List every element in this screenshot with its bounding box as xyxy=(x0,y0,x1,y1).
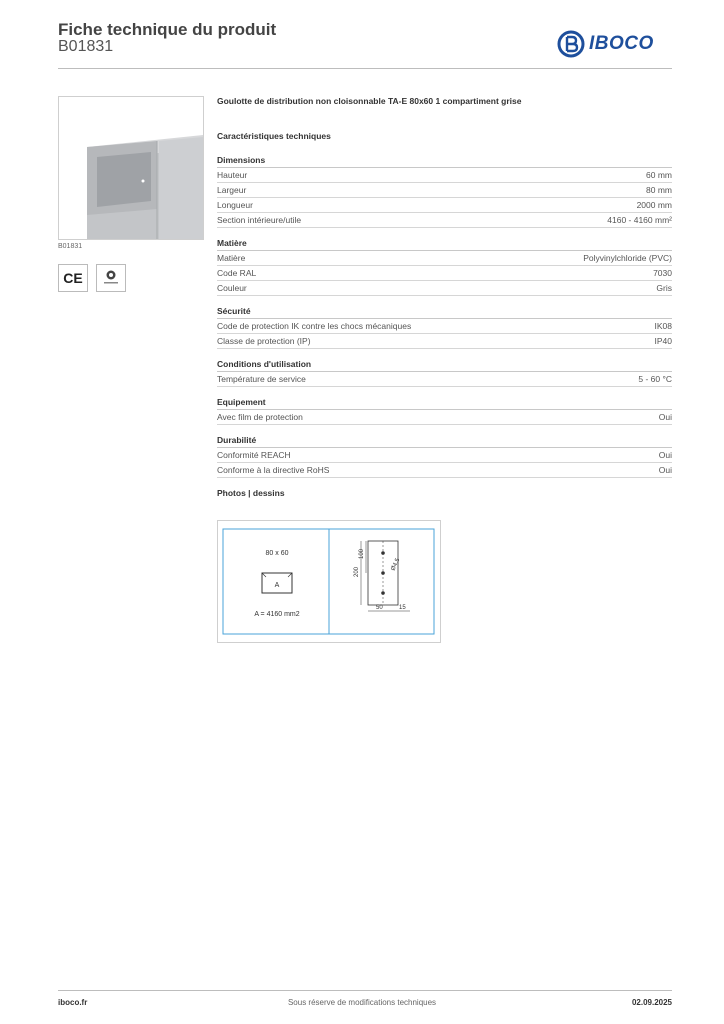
spec-label: Conformité REACH xyxy=(217,450,291,460)
halogen-free-icon xyxy=(96,264,126,292)
spec-value: 60 mm xyxy=(646,170,672,180)
spec-value: 2000 mm xyxy=(636,200,672,210)
spec-row xyxy=(217,266,672,281)
footer-notice: Sous réserve de modifications techniques xyxy=(287,998,437,1007)
section-title: Durabilité xyxy=(217,434,672,448)
logo-text: IBOCO xyxy=(589,33,654,54)
spec-value: 7030 xyxy=(653,268,672,278)
spec-row xyxy=(217,463,672,478)
spec-label: Largeur xyxy=(217,185,247,195)
spec-label: Couleur xyxy=(217,283,247,293)
spec-value: IK08 xyxy=(654,321,672,331)
spec-row xyxy=(217,198,672,213)
product-reference: B01831 xyxy=(58,38,114,55)
spec-label: Conforme à la directive RoHS xyxy=(217,465,330,475)
spec-row xyxy=(217,213,672,228)
section-title: Sécurité xyxy=(217,305,672,319)
spec-row xyxy=(217,372,672,387)
spec-label: Section intérieure/utile xyxy=(217,215,302,225)
iboco-logo xyxy=(557,28,675,60)
spec-label: Hauteur xyxy=(217,170,248,180)
spec-label: Avec film de protection xyxy=(217,412,303,422)
iboco-logo-mark-icon xyxy=(557,30,585,58)
ce-mark: CE xyxy=(58,264,88,292)
dimension-15: 15 xyxy=(399,605,406,611)
section-title: Matière xyxy=(217,237,672,251)
spec-row xyxy=(217,251,672,266)
spec-label: Code de protection IK contre les chocs mécaniques xyxy=(217,321,412,331)
spec-row xyxy=(217,448,672,463)
section-safety xyxy=(217,305,672,349)
spec-value: Oui xyxy=(658,465,672,475)
product-specifications xyxy=(217,96,672,498)
product-photo xyxy=(58,96,204,240)
spec-value: Polyvinylchloride (PVC) xyxy=(583,253,672,263)
spec-row xyxy=(217,410,672,425)
technical-drawing xyxy=(217,520,441,643)
dimension-hole: Ø4,5 xyxy=(390,557,402,572)
section-title: Dimensions xyxy=(217,154,672,168)
section-material xyxy=(217,237,672,296)
spec-value: 4160 - 4160 mm² xyxy=(607,215,672,225)
spec-label: Classe de protection (IP) xyxy=(217,336,311,346)
section-title: Conditions d'utilisation xyxy=(217,358,672,372)
cross-section-size: 80 x 60 xyxy=(265,550,289,557)
spec-row xyxy=(217,319,672,334)
spec-row xyxy=(217,281,672,296)
spec-value: Gris xyxy=(656,283,672,293)
footer-date: 02.09.2025 xyxy=(631,998,672,1007)
spec-label: Température de service xyxy=(217,374,306,384)
technical-characteristics-heading: Caractéristiques techniques xyxy=(217,131,331,141)
cross-section-area: A = 4160 mm2 xyxy=(254,611,300,618)
footer-website-link[interactable]: iboco.fr xyxy=(58,998,88,1007)
spec-row xyxy=(217,168,672,183)
spec-row xyxy=(217,183,672,198)
section-equipment xyxy=(217,396,672,425)
spec-row xyxy=(217,334,672,349)
section-dimensions xyxy=(217,154,672,228)
spec-value: 80 mm xyxy=(646,185,672,195)
dimension-100: 100 xyxy=(359,548,365,559)
image-reference: B01831 xyxy=(58,243,83,250)
page-title: Fiche technique du produit xyxy=(58,20,277,39)
dimension-200: 200 xyxy=(354,566,360,577)
spec-value: Oui xyxy=(658,450,672,460)
spec-label: Matière xyxy=(217,253,246,263)
spec-value: Oui xyxy=(658,412,672,422)
header-divider xyxy=(58,68,672,69)
footer-divider xyxy=(58,990,672,991)
section-sustainability xyxy=(217,434,672,478)
dimension-50: 50 xyxy=(376,605,383,611)
cross-section-area-letter: A xyxy=(274,582,280,589)
spec-value: 5 - 60 °C xyxy=(638,374,672,384)
spec-label: Code RAL xyxy=(217,268,257,278)
spec-value: IP40 xyxy=(654,336,672,346)
section-operating-conditions xyxy=(217,358,672,387)
product-name: Goulotte de distribution non cloisonnable TA-E 80x60 1 compartiment grise xyxy=(217,96,522,106)
spec-label: Longueur xyxy=(217,200,253,210)
section-title: Equipement xyxy=(217,396,672,410)
photos-heading: Photos | dessins xyxy=(217,488,285,498)
cable-trunking-image xyxy=(59,97,203,239)
